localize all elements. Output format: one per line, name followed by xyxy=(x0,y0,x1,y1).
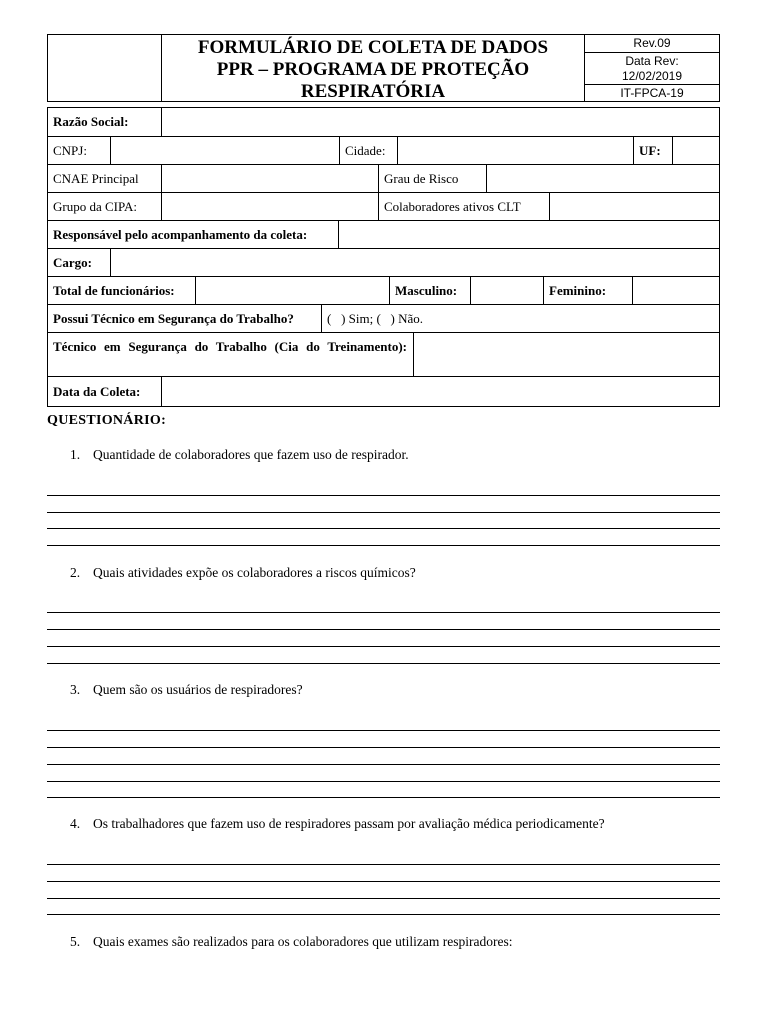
question-number: 3. xyxy=(70,682,81,697)
row-tecnico-cia xyxy=(48,333,719,377)
title-line-2: PPR – PROGRAMA DE PROTEÇÃO xyxy=(216,59,530,80)
answer-line[interactable] xyxy=(47,781,720,782)
row-data-coleta xyxy=(48,377,719,406)
questionnaire-title: QUESTIONÁRIO: xyxy=(47,413,167,428)
possui-tecnico-label: Possui Técnico em Segurança do Trabalho? xyxy=(48,305,322,332)
title-line-3: RESPIRATÓRIA xyxy=(300,81,446,102)
row-cargo xyxy=(48,249,719,277)
masculino-label: Masculino: xyxy=(390,277,471,304)
row-cnae xyxy=(48,165,719,193)
row-cipa xyxy=(48,193,719,221)
cargo-label: Cargo: xyxy=(48,249,111,276)
answer-line[interactable] xyxy=(47,881,720,882)
question-5 xyxy=(70,934,512,950)
colaboradores-clt-label: Colaboradores ativos CLT xyxy=(379,193,550,220)
revision-date-value: 12/02/2019 xyxy=(621,69,683,83)
answer-line[interactable] xyxy=(47,612,720,613)
row-possui-tecnico xyxy=(48,305,719,333)
answer-line[interactable] xyxy=(47,898,720,899)
responsavel-field[interactable] xyxy=(339,221,719,248)
row-cnpj xyxy=(48,137,719,165)
cnpj-field[interactable] xyxy=(111,137,340,164)
uf-field[interactable] xyxy=(673,137,719,164)
answer-line[interactable] xyxy=(47,747,720,748)
answer-line[interactable] xyxy=(47,914,720,915)
answer-line[interactable] xyxy=(47,629,720,630)
row-funcionarios xyxy=(48,277,719,305)
form-header xyxy=(47,34,720,102)
answer-line[interactable] xyxy=(47,797,720,798)
logo-placeholder xyxy=(48,35,162,101)
revision-date xyxy=(585,53,719,85)
cnae-label: CNAE Principal xyxy=(48,165,162,192)
company-data-table xyxy=(47,107,720,407)
cargo-field[interactable] xyxy=(111,249,719,276)
data-coleta-label: Data da Coleta: xyxy=(48,377,162,406)
question-number: 1. xyxy=(70,447,81,462)
question-3 xyxy=(70,682,303,698)
total-funcionarios-label: Total de funcionários: xyxy=(48,277,196,304)
question-number: 2. xyxy=(70,565,81,580)
cnpj-label: CNPJ: xyxy=(48,137,111,164)
grau-risco-field[interactable] xyxy=(487,165,719,192)
feminino-field[interactable] xyxy=(633,277,719,304)
document-code: IT-FPCA-19 xyxy=(620,86,684,100)
question-text: Quem são os usuários de respiradores? xyxy=(93,682,303,697)
razao-social-label: Razão Social: xyxy=(48,108,162,136)
title-line-1: FORMULÁRIO DE COLETA DE DADOS xyxy=(197,37,549,58)
question-1 xyxy=(70,447,409,463)
answer-line[interactable] xyxy=(47,864,720,865)
total-funcionarios-field[interactable] xyxy=(196,277,390,304)
form-title xyxy=(162,35,584,101)
possui-tecnico-options[interactable]: ( ) Sim; ( ) Não. xyxy=(327,310,424,326)
answer-line[interactable] xyxy=(47,764,720,765)
answer-line[interactable] xyxy=(47,512,720,513)
feminino-label: Feminino: xyxy=(544,277,633,304)
question-4 xyxy=(70,816,605,832)
revision-box xyxy=(584,35,719,101)
tecnico-cia-field[interactable] xyxy=(414,333,719,376)
cnae-field[interactable] xyxy=(162,165,379,192)
question-number: 5. xyxy=(70,934,81,949)
masculino-field[interactable] xyxy=(471,277,544,304)
grupo-cipa-label: Grupo da CIPA: xyxy=(48,193,162,220)
revision-date-label: Data Rev: xyxy=(625,54,679,68)
answer-line[interactable] xyxy=(47,646,720,647)
data-coleta-field[interactable] xyxy=(162,377,719,406)
cidade-label: Cidade: xyxy=(340,137,398,164)
answer-line[interactable] xyxy=(47,495,720,496)
razao-social-field[interactable] xyxy=(162,108,719,136)
question-text: Os trabalhadores que fazem uso de respiradores passam por avaliação médica periodicamente? xyxy=(93,816,605,831)
cidade-field[interactable] xyxy=(398,137,634,164)
answer-line[interactable] xyxy=(47,730,720,731)
uf-label: UF: xyxy=(634,137,673,164)
question-text: Quais atividades expõe os colaboradores a riscos químicos? xyxy=(93,565,416,580)
grau-risco-label: Grau de Risco xyxy=(379,165,487,192)
answer-line[interactable] xyxy=(47,528,720,529)
colaboradores-clt-field[interactable] xyxy=(550,193,719,220)
question-text: Quantidade de colaboradores que fazem uso de respirador. xyxy=(93,447,409,462)
tecnico-cia-label: Técnico em Segurança do Trabalho (Cia do Treinamento): xyxy=(48,333,414,376)
question-2 xyxy=(70,565,416,581)
question-number: 4. xyxy=(70,816,81,831)
answer-line[interactable] xyxy=(47,545,720,546)
revision-number: Rev.09 xyxy=(585,35,719,53)
question-text: Quais exames são realizados para os colaboradores que utilizam respiradores: xyxy=(93,934,513,949)
row-razao-social xyxy=(48,108,719,137)
row-responsavel xyxy=(48,221,719,249)
responsavel-label: Responsável pelo acompanhamento da coleta: xyxy=(48,221,339,248)
grupo-cipa-field[interactable] xyxy=(162,193,379,220)
answer-line[interactable] xyxy=(47,663,720,664)
